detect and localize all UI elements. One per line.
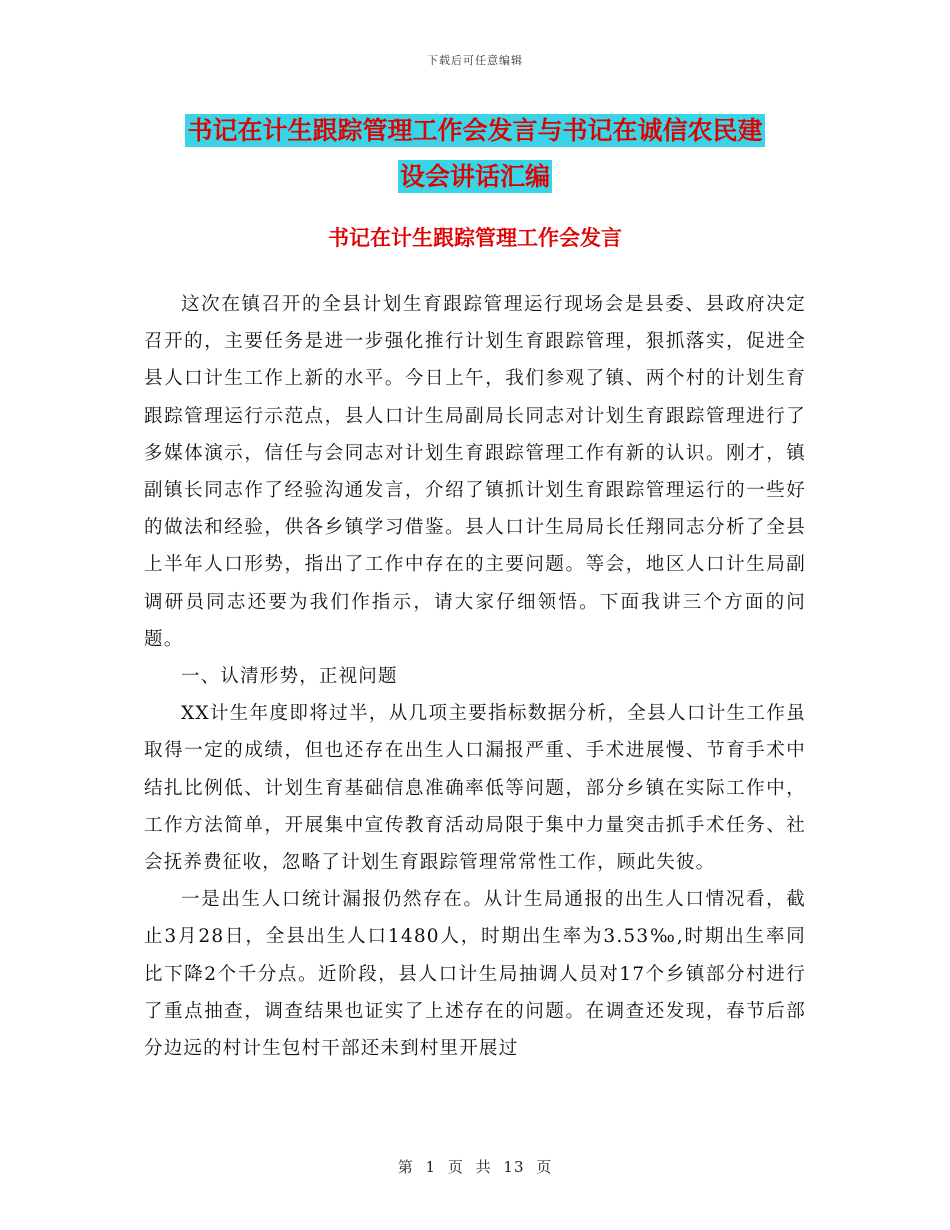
footer-page-unit: 页 (447, 1158, 464, 1176)
title-line-2-text: 设会讲话汇编 (399, 162, 550, 191)
paragraph-point-1: 一是出生人口统计漏报仍然存在。从计生局通报的出生人口情况看，截止3月28日，全县出生人口1480人，时期出生率为3.53‰,时期出生率同比下降2个千分点。近阶段，县人口计生局抽调人员对17个乡镇部分村进行了重点抽查，调查结果也证实了上述存在的问题。在调查还发现，春节后部分边远的村计生包村干部还未到村里开展过 (144, 889, 806, 1060)
footer-total-label: 共 (475, 1158, 492, 1176)
document-title (150, 108, 800, 200)
body-content (144, 286, 806, 1067)
footer-page-number: 1 (425, 1158, 437, 1176)
header-note: 下载后可任意编辑 (427, 54, 523, 67)
title-line-2 (150, 154, 800, 200)
paragraph-heading-1: 一、认清形势，正视问题 (181, 666, 398, 688)
paragraph-situation: XX计生年度即将过半，从几项主要指标数据分析，全县人口计生工作虽取得一定的成绩，但也还存在出生人口漏报严重、手术进展慢、节育手术中结扎比例低、计划生育基础信息准确率低等问题，部分乡镇在实际工作中，工作方法简单，开展集中宣传教育活动局限于集中力量突击抓手术任务、社会抚养费征收，忽略了计划生育跟踪管理常常性工作，顾此失彼。 (144, 703, 806, 874)
footer-total-unit: 页 (536, 1158, 553, 1176)
page-footer (0, 1156, 950, 1177)
section-title: 书记在计生跟踪管理工作会发言 (328, 225, 622, 250)
title-line-1 (150, 108, 800, 154)
footer-total-pages: 13 (503, 1158, 525, 1176)
title-line-1-text: 书记在计生跟踪管理工作会发言与书记在诚信农民建 (187, 116, 763, 145)
footer-page-label: 第 (397, 1158, 414, 1176)
paragraph-intro: 这次在镇召开的全县计划生育跟踪管理运行现场会是县委、县政府决定召开的，主要任务是进一步强化推行计划生育跟踪管理，狠抓落实，促进全县人口计生工作上新的水平。今日上午，我们参观了镇、两个村的计划生育跟踪管理运行示范点，县人口计生局副局长同志对计划生育跟踪管理进行了多媒体演示，信任与会同志对计划生育跟踪管理工作有新的认识。刚才，镇副镇长同志作了经验沟通发言，介绍了镇抓计划生育跟踪管理运行的一些好的做法和经验，供各乡镇学习借鉴。县人口计生局局长任翔同志分析了全县上半年人口形势，指出了工作中存在的主要问题。等会，地区人口计生局副调研员同志还要为我们作指示，请大家仔细领悟。下面我讲三个方面的问题。 (144, 294, 806, 650)
